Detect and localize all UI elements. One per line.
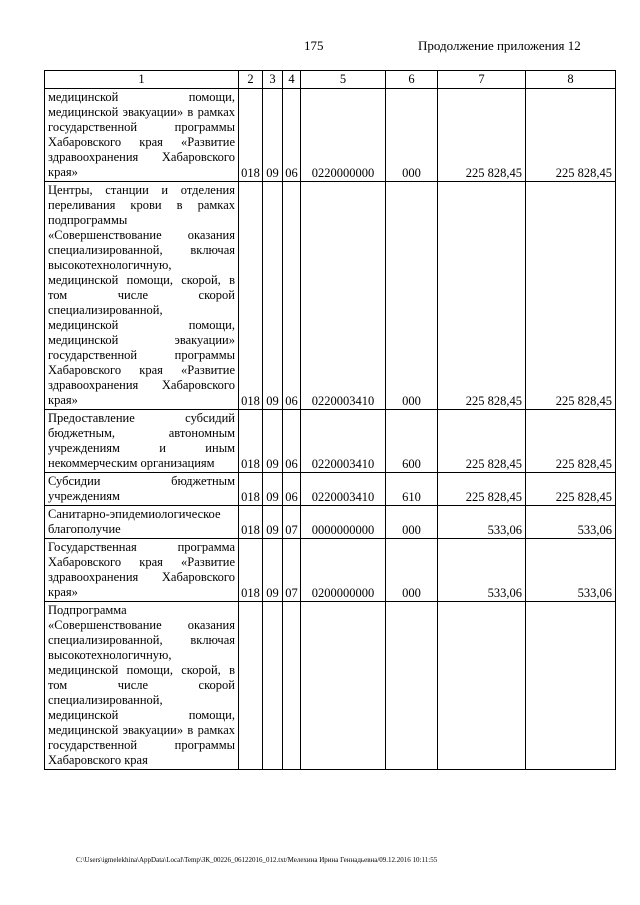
row-expense-type: 000: [386, 506, 438, 539]
row-target-code: 0200000000: [301, 539, 386, 602]
row-subsection-code: 06: [283, 473, 301, 506]
row-expense-type: 000: [386, 182, 438, 410]
row-target-code: [301, 602, 386, 770]
row-name: Санитарно-эпидемиологическое благополучие: [45, 506, 239, 539]
table-row: [45, 182, 616, 410]
row-amount: 533,06: [438, 539, 526, 602]
row-name: Государственная программа Хабаровского края «Развитие здравоохранения Хабаровского края»: [45, 539, 239, 602]
row-expense-type: [386, 602, 438, 770]
col-header-4: 4: [283, 71, 301, 89]
row-target-code: 0220003410: [301, 410, 386, 473]
row-amount-total: 225 828,45: [526, 473, 616, 506]
row-ministry-code: 018: [239, 506, 263, 539]
row-amount-total: 533,06: [526, 539, 616, 602]
col-header-6: 6: [386, 71, 438, 89]
row-amount: 533,06: [438, 506, 526, 539]
col-header-1: 1: [45, 71, 239, 89]
row-name: Субсидии бюджетным учреждениям: [45, 473, 239, 506]
row-ministry-code: 018: [239, 473, 263, 506]
row-target-code: 0220003410: [301, 473, 386, 506]
col-header-5: 5: [301, 71, 386, 89]
page-number: 175: [304, 38, 324, 53]
row-target-code: 0220000000: [301, 89, 386, 182]
row-section-code: 09: [263, 410, 283, 473]
row-subsection-code: 06: [283, 89, 301, 182]
row-section-code: [263, 602, 283, 770]
table-row: [45, 410, 616, 473]
row-target-code: 0000000000: [301, 506, 386, 539]
row-expense-type: 600: [386, 410, 438, 473]
row-name: Предоставление субсидий бюджетным, автономным учреждениям и иным некоммерческим организациям: [45, 410, 239, 473]
table-row: [45, 539, 616, 602]
row-amount: [438, 602, 526, 770]
row-subsection-code: 06: [283, 410, 301, 473]
table-row: [45, 602, 616, 770]
col-header-3: 3: [263, 71, 283, 89]
col-header-2: 2: [239, 71, 263, 89]
row-target-code: 0220003410: [301, 182, 386, 410]
row-expense-type: 000: [386, 89, 438, 182]
row-amount: 225 828,45: [438, 473, 526, 506]
table-row: [45, 473, 616, 506]
row-section-code: 09: [263, 89, 283, 182]
row-ministry-code: 018: [239, 410, 263, 473]
row-amount-total: 225 828,45: [526, 182, 616, 410]
row-expense-type: 610: [386, 473, 438, 506]
file-path-footer: C:\Users\igmelekhina\AppData\Local\Temp\ЗК_00226_06122016_012.txt/Мелехина Ирина Геннадьевна/09.12.2016 10:11:55: [76, 856, 438, 864]
row-ministry-code: 018: [239, 539, 263, 602]
row-amount-total: [526, 602, 616, 770]
row-amount: 225 828,45: [438, 182, 526, 410]
table-row: [45, 89, 616, 182]
budget-table: [44, 70, 616, 770]
row-amount: 225 828,45: [438, 410, 526, 473]
col-header-8: 8: [526, 71, 616, 89]
row-amount-total: 225 828,45: [526, 89, 616, 182]
row-ministry-code: 018: [239, 182, 263, 410]
row-name: Центры, станции и отделения переливания крови в рамках подпрограммы «Совершенствование оказания специализированной, включая высокотехнологичную, медицинской помощи, скорой, в том числе скорой специализированной, медицинской помощи, медицинской эвакуации» государственной программы Хабаровского края «Развитие здравоохранения Хабаровского края»: [45, 182, 239, 410]
row-section-code: 09: [263, 473, 283, 506]
table-row: [45, 506, 616, 539]
row-subsection-code: 07: [283, 506, 301, 539]
row-section-code: 09: [263, 182, 283, 410]
row-amount-total: 225 828,45: [526, 410, 616, 473]
row-subsection-code: 07: [283, 539, 301, 602]
row-name: медицинской помощи, медицинской эвакуации» в рамках государственной программы Хабаровского края «Развитие здравоохранения Хабаровского края»: [45, 89, 239, 182]
continuation-label: Продолжение приложения 12: [418, 38, 581, 53]
row-name: Подпрограмма «Совершенствование оказания специализированной, включая высокотехнологичную, медицинской помощи, скорой, в том числе скорой специализированной, медицинской помощи, медицинской эвакуации» в рамках государственной программы Хабаровского края: [45, 602, 239, 770]
row-section-code: 09: [263, 506, 283, 539]
row-section-code: 09: [263, 539, 283, 602]
header-row: [45, 71, 616, 89]
row-ministry-code: [239, 602, 263, 770]
row-amount: 225 828,45: [438, 89, 526, 182]
row-subsection-code: [283, 602, 301, 770]
col-header-7: 7: [438, 71, 526, 89]
row-amount-total: 533,06: [526, 506, 616, 539]
row-ministry-code: 018: [239, 89, 263, 182]
row-subsection-code: 06: [283, 182, 301, 410]
row-expense-type: 000: [386, 539, 438, 602]
